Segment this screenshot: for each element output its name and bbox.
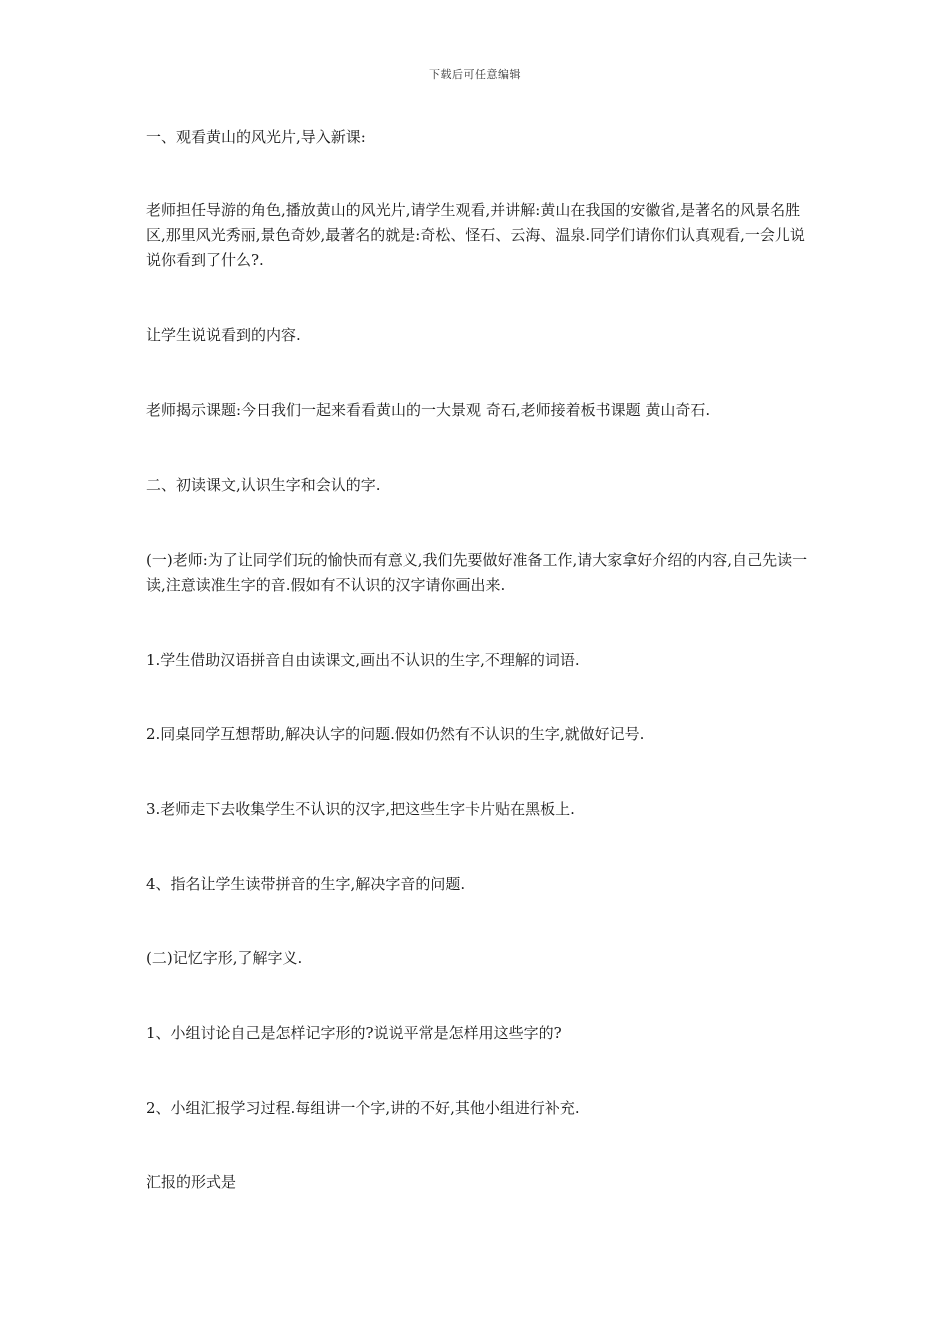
paragraph: (一)老师:为了让同学们玩的愉快而有意义,我们先要做好准备工作,请大家拿好介绍的内容,自己先读一读,注意读准生字的音.假如有不认识的汉字请你画出来. bbox=[146, 551, 808, 594]
paragraph: 老师担任导游的角色,播放黄山的风光片,请学生观看,并讲解:黄山在我国的安徽省,是著名的风景名胜区,那里风光秀丽,景色奇妙,最著名的就是:奇松、怪石、云海、温泉.同学们请你们认真观看,一会儿说说你看到了什么?. bbox=[146, 201, 805, 269]
subsection-heading: (二)记忆字形,了解字义. bbox=[146, 949, 303, 967]
section-heading-2: 二、初读课文,认识生字和会认的字. bbox=[146, 476, 381, 494]
section-heading-1: 一、观看黄山的风光片,导入新课: bbox=[146, 128, 366, 146]
list-item: 2、小组汇报学习过程.每组讲一个字,讲的不好,其他小组进行补充. bbox=[146, 1099, 580, 1117]
list-item: 4、指名让学生读带拼音的生字,解决字音的问题. bbox=[146, 875, 466, 893]
list-item: 2.同桌同学互想帮助,解决认字的问题.假如仍然有不认识的生字,就做好记号. bbox=[146, 725, 645, 743]
paragraph: 让学生说说看到的内容. bbox=[146, 326, 301, 344]
list-item: 3.老师走下去收集学生不认识的汉字,把这些生字卡片贴在黑板上. bbox=[146, 800, 575, 818]
list-item: 1.学生借助汉语拼音自由读课文,画出不认识的生字,不理解的词语. bbox=[146, 651, 580, 669]
list-item: 1、小组讨论自己是怎样记字形的?说说平常是怎样用这些字的? bbox=[146, 1024, 562, 1042]
paragraph: 老师揭示课题:今日我们一起来看看黄山的一大景观 奇石,老师接着板书课题 黄山奇石. bbox=[146, 401, 711, 419]
header-note: 下载后可任意编辑 bbox=[429, 68, 521, 81]
paragraph: 汇报的形式是 bbox=[146, 1173, 237, 1191]
